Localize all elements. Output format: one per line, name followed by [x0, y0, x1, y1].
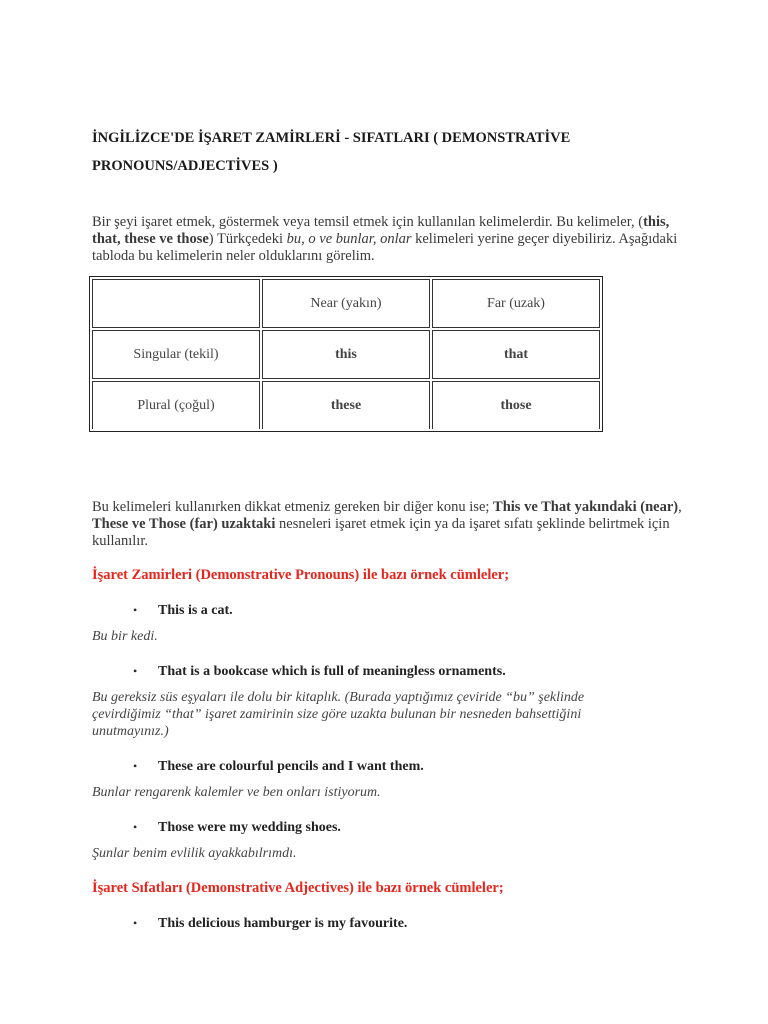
title-line-1: İNGİLİZCE'DE İŞARET ZAMİRLERİ - SIFATLARI ( DEMONSTRATİVE	[92, 130, 571, 146]
table-header-cell	[92, 279, 260, 328]
bullet-icon: •	[133, 603, 138, 617]
bullet-icon: •	[133, 820, 138, 834]
table-header-row	[92, 279, 600, 328]
intro-text: Bir şeyi işaret etmek, göstermek veya temsil etmek için kullanılan kelimelerdir. Bu kelimeler, (	[92, 214, 644, 230]
example-translation: Bu gereksiz süs eşyaları ile dolu bir kitaplık. (Burada yaptığımız çeviride “bu” şeklinde çevirdiğimiz “that” işaret zamirinin size göre uzakta bulunan bir nesneden bahsettiğini unutmayınız.)	[92, 690, 585, 739]
example-sentence: Those were my wedding shoes.	[158, 820, 341, 835]
example-sentence: These are colourful pencils and I want them.	[158, 759, 424, 774]
para-bold: These ve Those (far) uzaktaki	[92, 516, 276, 532]
table-header-cell: Near (yakın)	[262, 279, 430, 328]
para-text: ,	[678, 499, 682, 515]
intro-bold: this, that, these ve those	[92, 214, 670, 247]
example-translation: Bu bir kedi.	[92, 629, 158, 644]
para-text: Bu kelimeleri kullanırken dikkat etmeniz gereken bir diğer konu ise;	[92, 499, 494, 515]
example-sentence: This delicious hamburger is my favourite.	[158, 916, 408, 931]
table-cell: these	[262, 381, 430, 429]
intro-text: kelimeleri yerine geçer diyebiliriz. Aşağıdaki tabloda bu kelimelerin neler olduklarını görelim.	[92, 231, 678, 264]
section-heading-pronouns: İşaret Zamirleri (Demonstrative Pronouns) ile bazı örnek cümleler;	[92, 567, 510, 583]
intro-paragraph	[92, 214, 692, 265]
title-line-2: PRONOUNS/ADJECTİVES )	[92, 158, 278, 174]
para-bold: This ve That yakındaki (near)	[493, 499, 679, 515]
intro-italic: bu, o ve bunlar, onlar	[286, 231, 412, 247]
table-cell: that	[432, 330, 600, 379]
page-title	[92, 124, 692, 180]
usage-paragraph	[92, 499, 692, 550]
table-row	[92, 330, 600, 379]
table-header-cell: Far (uzak)	[432, 279, 600, 328]
example-sentence: This is a cat.	[158, 603, 233, 618]
para-text: nesneleri işaret etmek için ya da işaret sıfatı şeklinde belirtmek için kullanılır.	[92, 516, 670, 549]
table-cell: those	[432, 381, 600, 429]
bullet-icon: •	[133, 664, 138, 678]
table-cell: Singular (tekil)	[92, 330, 260, 379]
intro-text: ) Türkçedeki	[208, 231, 287, 247]
table-row	[92, 381, 600, 429]
example-sentence: That is a bookcase which is full of meaningless ornaments.	[158, 664, 506, 679]
bullet-icon: •	[133, 916, 138, 930]
table-cell: Plural (çoğul)	[92, 381, 260, 429]
example-translation: Şunlar benim evlilik ayakkabılrımdı.	[92, 846, 297, 861]
table-cell: this	[262, 330, 430, 379]
section-heading-adjectives: İşaret Sıfatları (Demonstrative Adjectives) ile bazı örnek cümleler;	[92, 880, 504, 896]
demonstratives-table	[89, 276, 603, 432]
bullet-icon: •	[133, 759, 138, 773]
example-translation: Bunlar rengarenk kalemler ve ben onları istiyorum.	[92, 785, 381, 800]
